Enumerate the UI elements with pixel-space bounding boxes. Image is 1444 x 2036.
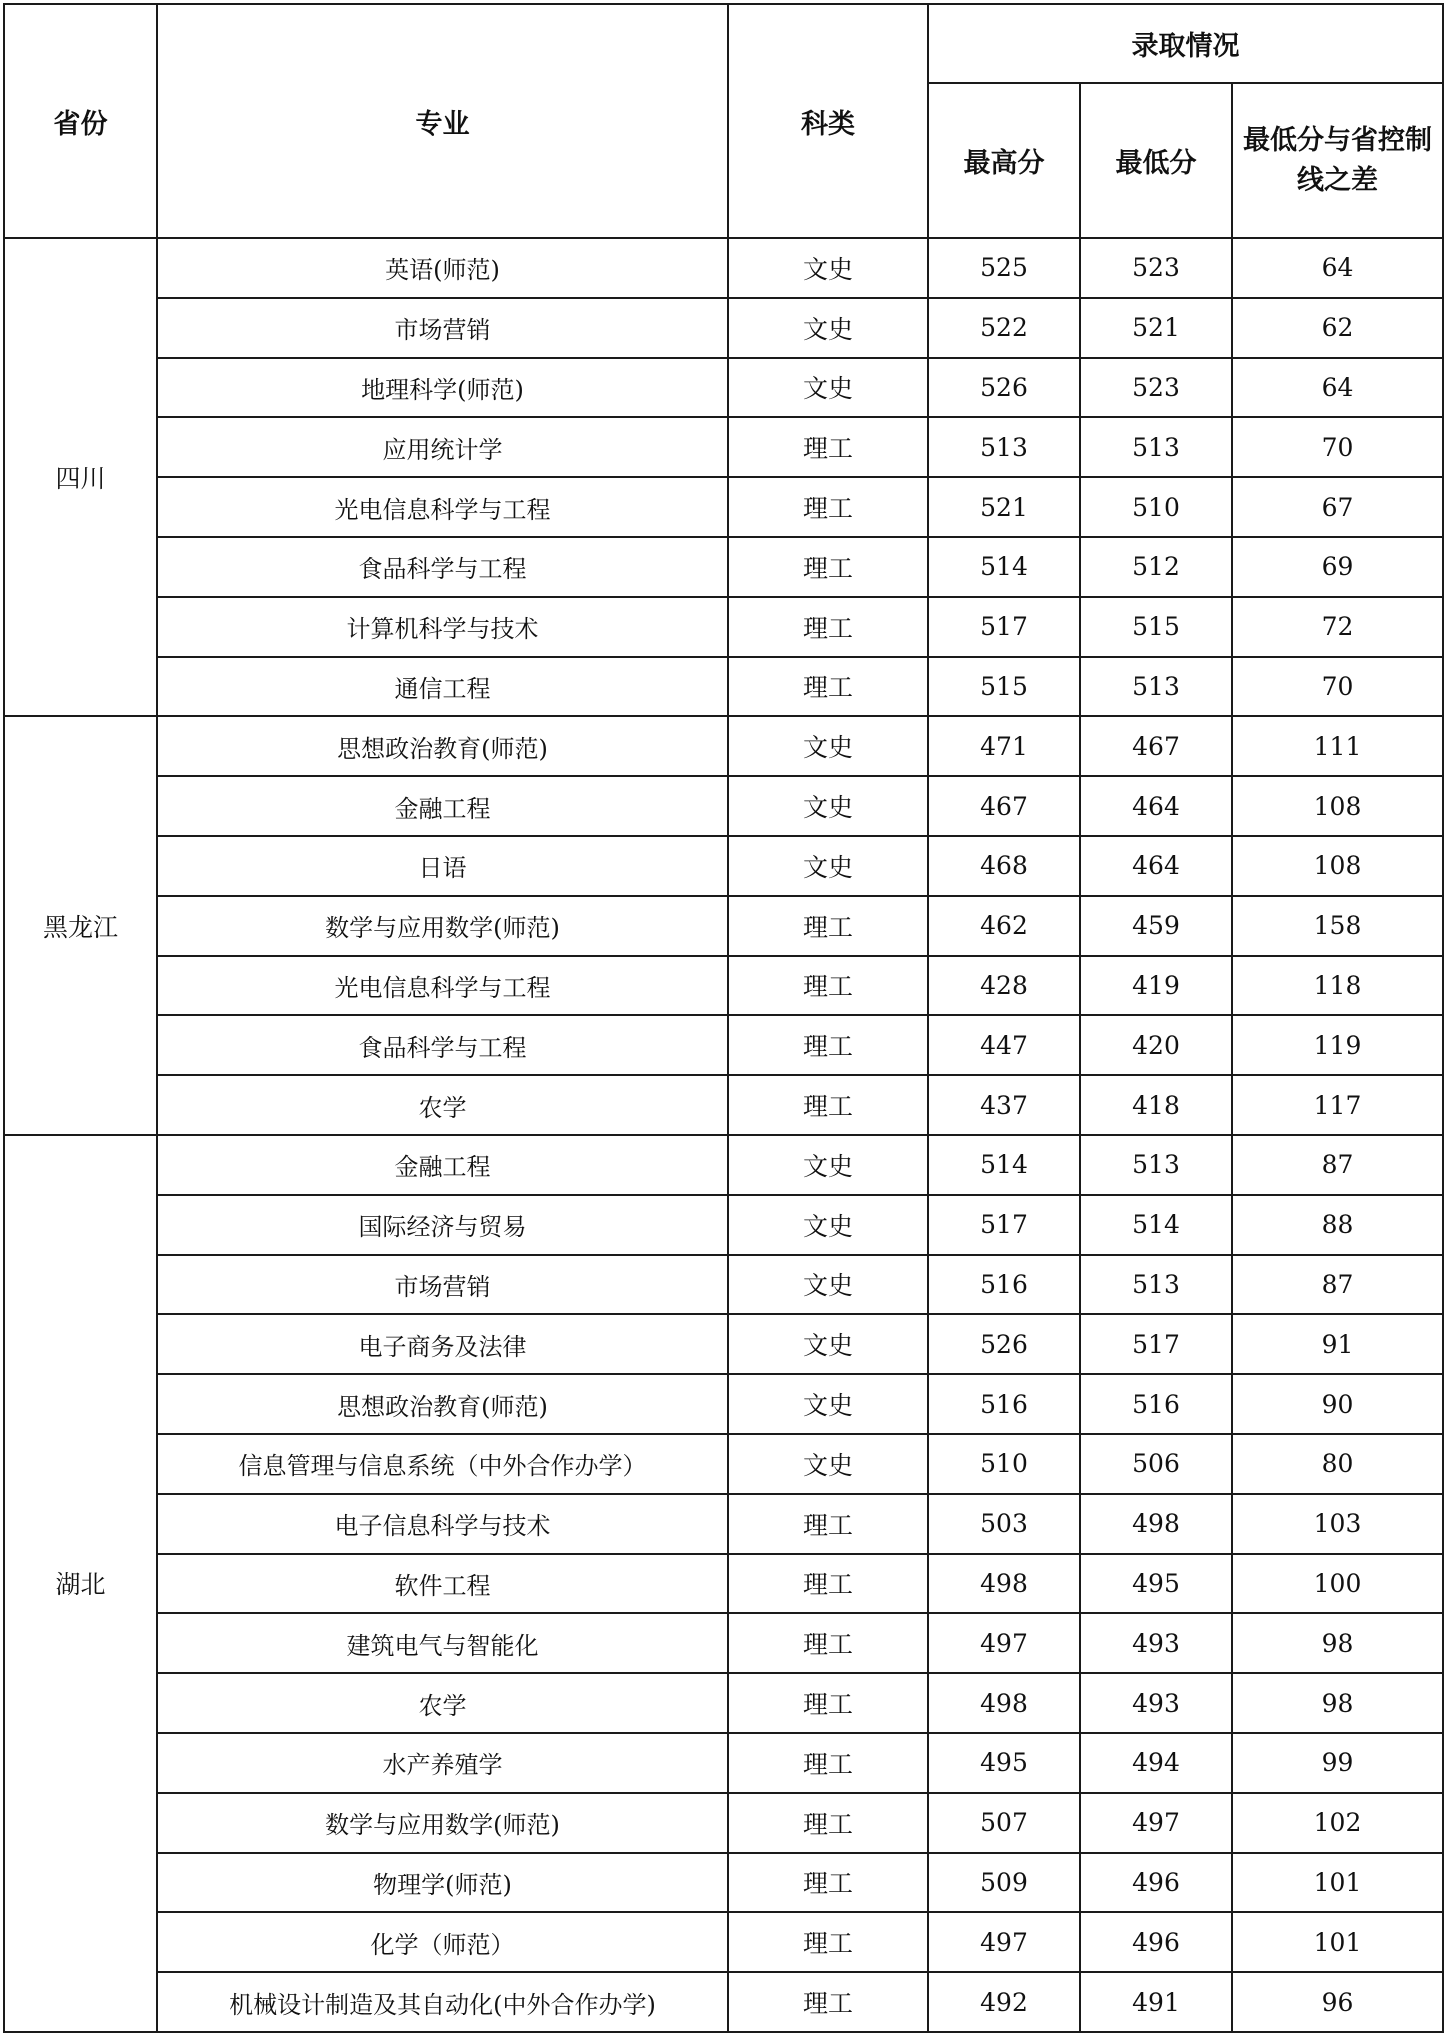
diff-cell: 87 bbox=[1232, 1135, 1443, 1195]
header-province: 省份 bbox=[4, 4, 157, 238]
category-cell: 理工 bbox=[728, 1075, 928, 1135]
max-score-cell: 462 bbox=[928, 896, 1080, 956]
major-cell: 市场营销 bbox=[157, 1255, 728, 1315]
max-score-cell: 468 bbox=[928, 836, 1080, 896]
major-cell: 农学 bbox=[157, 1075, 728, 1135]
min-score-cell: 517 bbox=[1080, 1314, 1232, 1374]
major-cell: 电子商务及法律 bbox=[157, 1314, 728, 1374]
category-cell: 理工 bbox=[728, 1494, 928, 1554]
max-score-cell: 497 bbox=[928, 1912, 1080, 1972]
max-score-cell: 498 bbox=[928, 1673, 1080, 1733]
diff-cell: 101 bbox=[1232, 1853, 1443, 1913]
category-cell: 文史 bbox=[728, 776, 928, 836]
max-score-cell: 492 bbox=[928, 1972, 1080, 2032]
diff-cell: 67 bbox=[1232, 477, 1443, 537]
table-row bbox=[4, 1494, 1443, 1554]
max-score-cell: 510 bbox=[928, 1434, 1080, 1494]
diff-cell: 101 bbox=[1232, 1912, 1443, 1972]
category-cell: 文史 bbox=[728, 298, 928, 358]
min-score-cell: 419 bbox=[1080, 956, 1232, 1016]
max-score-cell: 515 bbox=[928, 657, 1080, 717]
min-score-cell: 521 bbox=[1080, 298, 1232, 358]
major-cell: 金融工程 bbox=[157, 776, 728, 836]
category-cell: 文史 bbox=[728, 1255, 928, 1315]
category-cell: 理工 bbox=[728, 1613, 928, 1673]
max-score-cell: 498 bbox=[928, 1554, 1080, 1614]
category-cell: 理工 bbox=[728, 1673, 928, 1733]
table-row bbox=[4, 1853, 1443, 1913]
header-diff-from-control: 最低分与省控制线之差 bbox=[1232, 83, 1443, 238]
table-row bbox=[4, 417, 1443, 477]
max-score-cell: 521 bbox=[928, 477, 1080, 537]
table-row bbox=[4, 716, 1443, 776]
table-row bbox=[4, 358, 1443, 418]
min-score-cell: 493 bbox=[1080, 1613, 1232, 1673]
category-cell: 理工 bbox=[728, 1015, 928, 1075]
max-score-cell: 513 bbox=[928, 417, 1080, 477]
max-score-cell: 428 bbox=[928, 956, 1080, 1016]
min-score-cell: 506 bbox=[1080, 1434, 1232, 1494]
table-row bbox=[4, 597, 1443, 657]
diff-cell: 80 bbox=[1232, 1434, 1443, 1494]
max-score-cell: 522 bbox=[928, 298, 1080, 358]
min-score-cell: 496 bbox=[1080, 1912, 1232, 1972]
admissions-table bbox=[3, 3, 1444, 2033]
diff-cell: 108 bbox=[1232, 836, 1443, 896]
category-cell: 文史 bbox=[728, 358, 928, 418]
max-score-cell: 516 bbox=[928, 1374, 1080, 1434]
category-cell: 理工 bbox=[728, 477, 928, 537]
table-body bbox=[4, 238, 1443, 2032]
category-cell: 文史 bbox=[728, 836, 928, 896]
table-row bbox=[4, 1075, 1443, 1135]
table-row bbox=[4, 776, 1443, 836]
min-score-cell: 523 bbox=[1080, 358, 1232, 418]
major-cell: 思想政治教育(师范) bbox=[157, 716, 728, 776]
category-cell: 理工 bbox=[728, 1793, 928, 1853]
min-score-cell: 515 bbox=[1080, 597, 1232, 657]
table-row bbox=[4, 1554, 1443, 1614]
major-cell: 农学 bbox=[157, 1673, 728, 1733]
min-score-cell: 512 bbox=[1080, 537, 1232, 597]
table-row bbox=[4, 1972, 1443, 2032]
diff-cell: 119 bbox=[1232, 1015, 1443, 1075]
table-row bbox=[4, 1434, 1443, 1494]
major-cell: 思想政治教育(师范) bbox=[157, 1374, 728, 1434]
max-score-cell: 526 bbox=[928, 1314, 1080, 1374]
major-cell: 数学与应用数学(师范) bbox=[157, 1793, 728, 1853]
min-score-cell: 496 bbox=[1080, 1853, 1232, 1913]
category-cell: 理工 bbox=[728, 896, 928, 956]
major-cell: 英语(师范) bbox=[157, 238, 728, 298]
table-row bbox=[4, 1613, 1443, 1673]
min-score-cell: 467 bbox=[1080, 716, 1232, 776]
min-score-cell: 464 bbox=[1080, 836, 1232, 896]
table-row bbox=[4, 1793, 1443, 1853]
diff-cell: 98 bbox=[1232, 1673, 1443, 1733]
max-score-cell: 495 bbox=[928, 1733, 1080, 1793]
table-row bbox=[4, 1255, 1443, 1315]
max-score-cell: 516 bbox=[928, 1255, 1080, 1315]
table-row bbox=[4, 1015, 1443, 1075]
min-score-cell: 510 bbox=[1080, 477, 1232, 537]
major-cell: 地理科学(师范) bbox=[157, 358, 728, 418]
table-row bbox=[4, 1195, 1443, 1255]
major-cell: 电子信息科学与技术 bbox=[157, 1494, 728, 1554]
major-cell: 市场营销 bbox=[157, 298, 728, 358]
max-score-cell: 517 bbox=[928, 1195, 1080, 1255]
major-cell: 食品科学与工程 bbox=[157, 537, 728, 597]
major-cell: 软件工程 bbox=[157, 1554, 728, 1614]
category-cell: 文史 bbox=[728, 1314, 928, 1374]
table-row bbox=[4, 956, 1443, 1016]
major-cell: 国际经济与贸易 bbox=[157, 1195, 728, 1255]
max-score-cell: 467 bbox=[928, 776, 1080, 836]
diff-cell: 62 bbox=[1232, 298, 1443, 358]
min-score-cell: 459 bbox=[1080, 896, 1232, 956]
max-score-cell: 525 bbox=[928, 238, 1080, 298]
min-score-cell: 516 bbox=[1080, 1374, 1232, 1434]
major-cell: 机械设计制造及其自动化(中外合作办学) bbox=[157, 1972, 728, 2032]
category-cell: 理工 bbox=[728, 1853, 928, 1913]
min-score-cell: 513 bbox=[1080, 417, 1232, 477]
category-cell: 理工 bbox=[728, 597, 928, 657]
province-cell: 黑龙江 bbox=[4, 716, 157, 1135]
major-cell: 光电信息科学与工程 bbox=[157, 956, 728, 1016]
table-row bbox=[4, 1673, 1443, 1733]
category-cell: 理工 bbox=[728, 1912, 928, 1972]
max-score-cell: 514 bbox=[928, 537, 1080, 597]
category-cell: 理工 bbox=[728, 1554, 928, 1614]
max-score-cell: 514 bbox=[928, 1135, 1080, 1195]
min-score-cell: 493 bbox=[1080, 1673, 1232, 1733]
diff-cell: 90 bbox=[1232, 1374, 1443, 1434]
max-score-cell: 526 bbox=[928, 358, 1080, 418]
category-cell: 理工 bbox=[728, 1733, 928, 1793]
diff-cell: 88 bbox=[1232, 1195, 1443, 1255]
max-score-cell: 437 bbox=[928, 1075, 1080, 1135]
table-row bbox=[4, 896, 1443, 956]
min-score-cell: 420 bbox=[1080, 1015, 1232, 1075]
diff-cell: 69 bbox=[1232, 537, 1443, 597]
max-score-cell: 509 bbox=[928, 1853, 1080, 1913]
header-major: 专业 bbox=[157, 4, 728, 238]
max-score-cell: 447 bbox=[928, 1015, 1080, 1075]
table-row bbox=[4, 657, 1443, 717]
diff-cell: 96 bbox=[1232, 1972, 1443, 2032]
header-min-score: 最低分 bbox=[1080, 83, 1232, 238]
diff-cell: 118 bbox=[1232, 956, 1443, 1016]
diff-cell: 70 bbox=[1232, 417, 1443, 477]
max-score-cell: 503 bbox=[928, 1494, 1080, 1554]
min-score-cell: 498 bbox=[1080, 1494, 1232, 1554]
major-cell: 光电信息科学与工程 bbox=[157, 477, 728, 537]
diff-cell: 64 bbox=[1232, 358, 1443, 418]
major-cell: 数学与应用数学(师范) bbox=[157, 896, 728, 956]
table-row bbox=[4, 1314, 1443, 1374]
table-row bbox=[4, 1733, 1443, 1793]
province-cell: 湖北 bbox=[4, 1135, 157, 2032]
major-cell: 化学（师范） bbox=[157, 1912, 728, 1972]
header-category: 科类 bbox=[728, 4, 928, 238]
diff-cell: 64 bbox=[1232, 238, 1443, 298]
major-cell: 日语 bbox=[157, 836, 728, 896]
category-cell: 文史 bbox=[728, 238, 928, 298]
table-row bbox=[4, 836, 1443, 896]
table-header bbox=[4, 4, 1443, 238]
diff-cell: 91 bbox=[1232, 1314, 1443, 1374]
major-cell: 应用统计学 bbox=[157, 417, 728, 477]
min-score-cell: 497 bbox=[1080, 1793, 1232, 1853]
diff-cell: 111 bbox=[1232, 716, 1443, 776]
major-cell: 信息管理与信息系统（中外合作办学） bbox=[157, 1434, 728, 1494]
diff-cell: 99 bbox=[1232, 1733, 1443, 1793]
header-max-score: 最高分 bbox=[928, 83, 1080, 238]
min-score-cell: 513 bbox=[1080, 1255, 1232, 1315]
min-score-cell: 513 bbox=[1080, 657, 1232, 717]
max-score-cell: 497 bbox=[928, 1613, 1080, 1673]
table-row bbox=[4, 477, 1443, 537]
diff-cell: 103 bbox=[1232, 1494, 1443, 1554]
diff-cell: 108 bbox=[1232, 776, 1443, 836]
max-score-cell: 507 bbox=[928, 1793, 1080, 1853]
diff-cell: 72 bbox=[1232, 597, 1443, 657]
major-cell: 水产养殖学 bbox=[157, 1733, 728, 1793]
min-score-cell: 513 bbox=[1080, 1135, 1232, 1195]
table-row bbox=[4, 537, 1443, 597]
major-cell: 计算机科学与技术 bbox=[157, 597, 728, 657]
category-cell: 文史 bbox=[728, 1195, 928, 1255]
major-cell: 食品科学与工程 bbox=[157, 1015, 728, 1075]
table-row bbox=[4, 238, 1443, 298]
major-cell: 物理学(师范) bbox=[157, 1853, 728, 1913]
table-row bbox=[4, 1135, 1443, 1195]
diff-cell: 102 bbox=[1232, 1793, 1443, 1853]
category-cell: 文史 bbox=[728, 1434, 928, 1494]
max-score-cell: 517 bbox=[928, 597, 1080, 657]
min-score-cell: 418 bbox=[1080, 1075, 1232, 1135]
category-cell: 理工 bbox=[728, 417, 928, 477]
category-cell: 文史 bbox=[728, 1135, 928, 1195]
min-score-cell: 494 bbox=[1080, 1733, 1232, 1793]
diff-cell: 117 bbox=[1232, 1075, 1443, 1135]
province-cell: 四川 bbox=[4, 238, 157, 716]
category-cell: 理工 bbox=[728, 1972, 928, 2032]
category-cell: 文史 bbox=[728, 1374, 928, 1434]
min-score-cell: 495 bbox=[1080, 1554, 1232, 1614]
header-row-top bbox=[4, 4, 1443, 83]
table-row bbox=[4, 298, 1443, 358]
category-cell: 理工 bbox=[728, 657, 928, 717]
diff-cell: 158 bbox=[1232, 896, 1443, 956]
category-cell: 文史 bbox=[728, 716, 928, 776]
table-row bbox=[4, 1912, 1443, 1972]
diff-cell: 98 bbox=[1232, 1613, 1443, 1673]
header-admission-group: 录取情况 bbox=[928, 4, 1443, 83]
category-cell: 理工 bbox=[728, 537, 928, 597]
major-cell: 通信工程 bbox=[157, 657, 728, 717]
diff-cell: 87 bbox=[1232, 1255, 1443, 1315]
max-score-cell: 471 bbox=[928, 716, 1080, 776]
min-score-cell: 464 bbox=[1080, 776, 1232, 836]
major-cell: 金融工程 bbox=[157, 1135, 728, 1195]
diff-cell: 100 bbox=[1232, 1554, 1443, 1614]
table-row bbox=[4, 1374, 1443, 1434]
min-score-cell: 514 bbox=[1080, 1195, 1232, 1255]
diff-cell: 70 bbox=[1232, 657, 1443, 717]
major-cell: 建筑电气与智能化 bbox=[157, 1613, 728, 1673]
category-cell: 理工 bbox=[728, 956, 928, 1016]
min-score-cell: 491 bbox=[1080, 1972, 1232, 2032]
min-score-cell: 523 bbox=[1080, 238, 1232, 298]
